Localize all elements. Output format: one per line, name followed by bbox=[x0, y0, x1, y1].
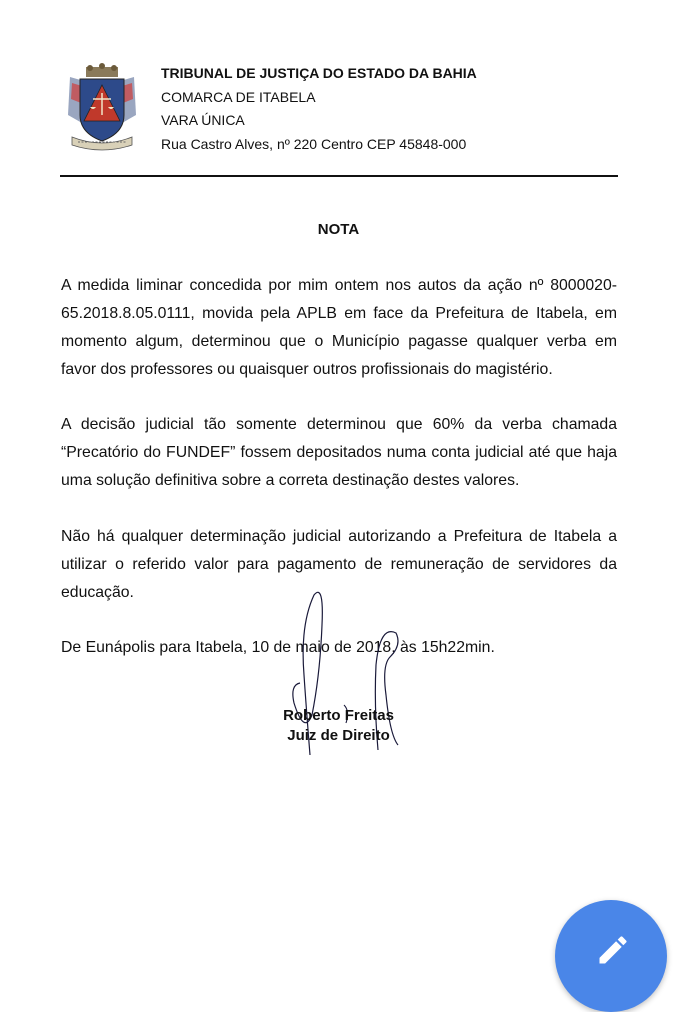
court-header bbox=[161, 62, 477, 156]
court-unit: VARA ÚNICA bbox=[161, 112, 245, 128]
edit-fab-button[interactable] bbox=[555, 900, 667, 1012]
signature-block bbox=[0, 706, 677, 746]
court-address: Rua Castro Alves, nº 220 Centro CEP 45848-000 bbox=[161, 135, 467, 152]
signer-role: Juiz de Direito bbox=[287, 727, 390, 744]
paragraph: Não há qualquer determinação judicial autorizando a Prefeitura de Itabela a utilizar o referido valor para pagamento de remuneração de servidores da educação. bbox=[61, 528, 617, 601]
date-line: De Eunápolis para Itabela, 10 de maio de 2018, às 15h22min. bbox=[61, 639, 495, 656]
document-title: NOTA bbox=[317, 221, 360, 238]
paragraph: A decisão judicial tão somente determinou que 60% da verba chamada “Precatório do FUNDEF” fossem depositados numa conta judicial até que haja uma solução definitiva sobre a correta destinação destes valores. bbox=[61, 416, 617, 489]
court-name: TRIBUNAL DE JUSTIÇA DO ESTADO DA BAHIA bbox=[161, 65, 477, 81]
court-crest-icon bbox=[66, 63, 138, 153]
signer-name: Roberto Freitas bbox=[283, 707, 394, 724]
header-divider bbox=[60, 175, 618, 177]
paragraph: A medida liminar concedida por mim ontem nos autos da ação nº 8000020-65.2018.8.05.0111, movida pela APLB em face da Prefeitura de Itabela, em momento algum, determinou que o Município pagasse qualquer verba em favor dos professores ou quaisquer outros profissionais do magistério. bbox=[61, 277, 617, 378]
district-name: COMARCA DE ITABELA bbox=[161, 88, 316, 105]
